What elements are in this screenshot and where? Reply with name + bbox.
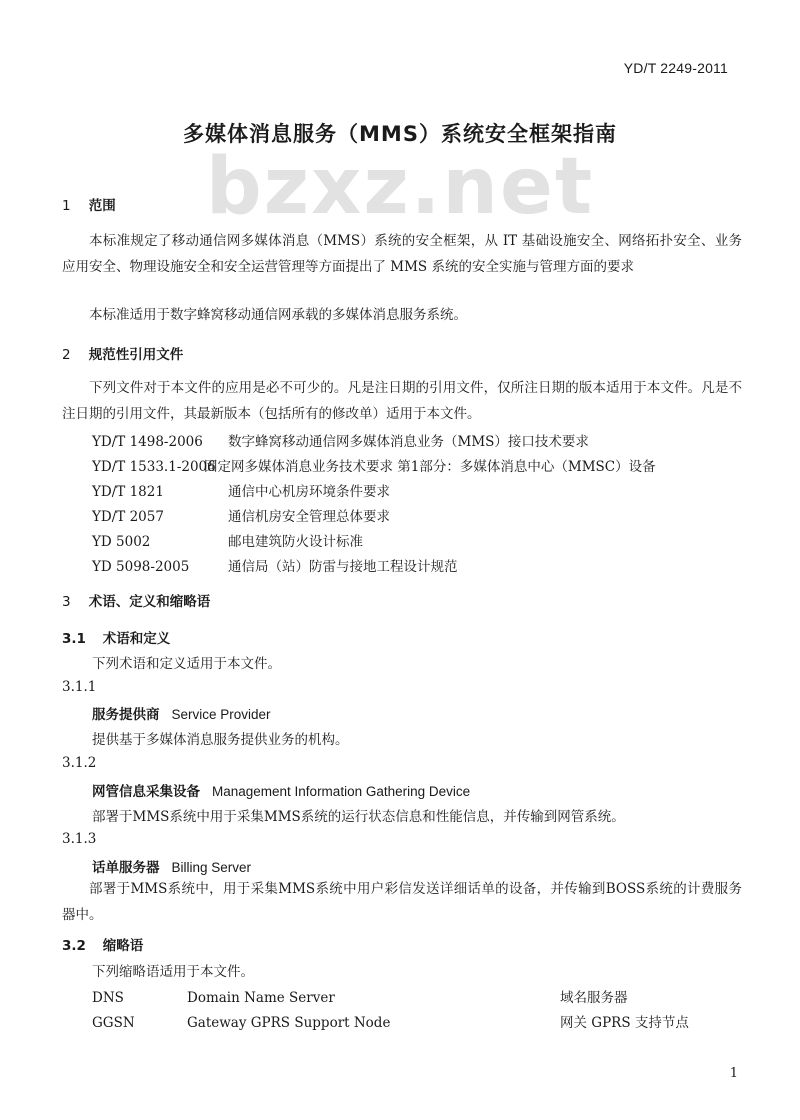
abbreviation-row [92,1011,742,1031]
abbreviation-chinese: 域名服务器 [560,990,628,1006]
document-title: 多媒体消息服务（MMS）系统安全框架指南 [183,122,617,146]
reference-code: YD/T 1821 [92,484,164,500]
section-1-paragraph-2 [62,302,742,328]
document-code: YD/T 2249-2011 [623,60,728,76]
term-english: Management Information Gathering Device [212,784,471,799]
reference-code: YD/T 1533.1-2006 [92,459,216,475]
term-chinese: 话单服务器 [92,860,160,876]
term-definition [62,876,742,928]
reference-code: YD/T 1498-2006 [92,434,203,450]
reference-item [92,480,390,500]
section-number: 3.2 [62,938,86,954]
section-title: 术语、定义和缩略语 [88,594,211,610]
section-3-1-heading [62,627,170,647]
reference-title: 邮电建筑防火设计标准 [228,534,363,550]
paragraph-text: 本标准规定了移动通信网多媒体消息（MMS）系统的安全框架，从 IT 基础设施安全、网络拓扑安全、业务应用安全、物理设施安全和安全运营管理等方面提出了 MMS 系统的安全实施与管理方面的要求 [62,233,742,275]
term-definition: 部署于MMS系统中用于采集MMS系统的运行状态信息和性能信息，并传输到网管系统。 [92,809,625,825]
reference-code: YD 5098-2005 [92,559,190,575]
reference-item [92,430,589,450]
term-english: Service Provider [171,707,271,722]
reference-title: 通信局（站）防雷与接地工程设计规范 [228,559,458,575]
term-heading [92,856,251,876]
watermark: bzxz.net [205,142,595,232]
section-title: 缩略语 [102,938,144,954]
section-title: 术语和定义 [102,631,171,647]
term-number: 3.1.2 [62,755,97,771]
reference-code: YD/T 2057 [92,509,164,525]
reference-title: 通信机房安全管理总体要求 [228,509,390,525]
term-english: Billing Server [171,860,252,875]
section-2-paragraph [62,375,742,427]
reference-title: 数字蜂窝移动通信网多媒体消息业务（MMS）接口技术要求 [228,434,589,450]
reference-item [92,530,363,550]
section-1-paragraph-1 [62,228,742,280]
term-heading [92,703,271,723]
term-heading [92,780,470,800]
reference-item [92,555,458,575]
section-1-heading [62,194,116,214]
term-number: 3.1.1 [62,679,97,695]
abbreviation: DNS [92,990,124,1006]
section-number: 3 [62,594,71,610]
section-3-2-heading [62,934,143,954]
section-title: 范围 [88,198,116,214]
abbreviation-chinese: 网关 GPRS 支持节点 [560,1015,689,1031]
reference-item [92,455,656,475]
reference-title: 固定网多媒体消息业务技术要求 第1部分：多媒体消息中心（MMSC）设备 [204,459,656,475]
abbreviation-row [92,986,742,1006]
section-title: 规范性引用文件 [88,347,184,363]
term-definition: 提供基于多媒体消息服务提供业务的机构。 [92,732,349,748]
term-number: 3.1.3 [62,831,97,847]
abbreviation-full: Gateway GPRS Support Node [187,1015,391,1031]
section-number: 2 [62,347,71,363]
abbreviation-full: Domain Name Server [187,990,335,1006]
section-3-heading [62,590,210,610]
paragraph-text: 部署于MMS系统中，用于采集MMS系统中用户彩信发送详细话单的设备，并传输到BOSS系统的计费服务器中。 [62,881,742,923]
abbreviation: GGSN [92,1015,135,1031]
reference-title: 通信中心机房环境条件要求 [228,484,390,500]
section-2-heading [62,343,183,363]
reference-code: YD 5002 [92,534,151,550]
section-number: 1 [62,198,71,214]
section-3-1-intro: 下列术语和定义适用于本文件。 [92,656,281,672]
term-chinese: 服务提供商 [92,707,160,723]
section-number: 3.1 [62,631,86,647]
term-chinese: 网管信息采集设备 [92,784,200,800]
reference-item [92,505,390,525]
section-3-2-intro: 下列缩略语适用于本文件。 [92,964,254,980]
page-number: 1 [729,1066,738,1081]
paragraph-text: 本标准适用于数字蜂窝移动通信网承载的多媒体消息服务系统。 [89,307,467,323]
paragraph-text: 下列文件对于本文件的应用是必不可少的。凡是注日期的引用文件，仅所注日期的版本适用于本文件。凡是不注日期的引用文件，其最新版本（包括所有的修改单）适用于本文件。 [62,380,742,422]
